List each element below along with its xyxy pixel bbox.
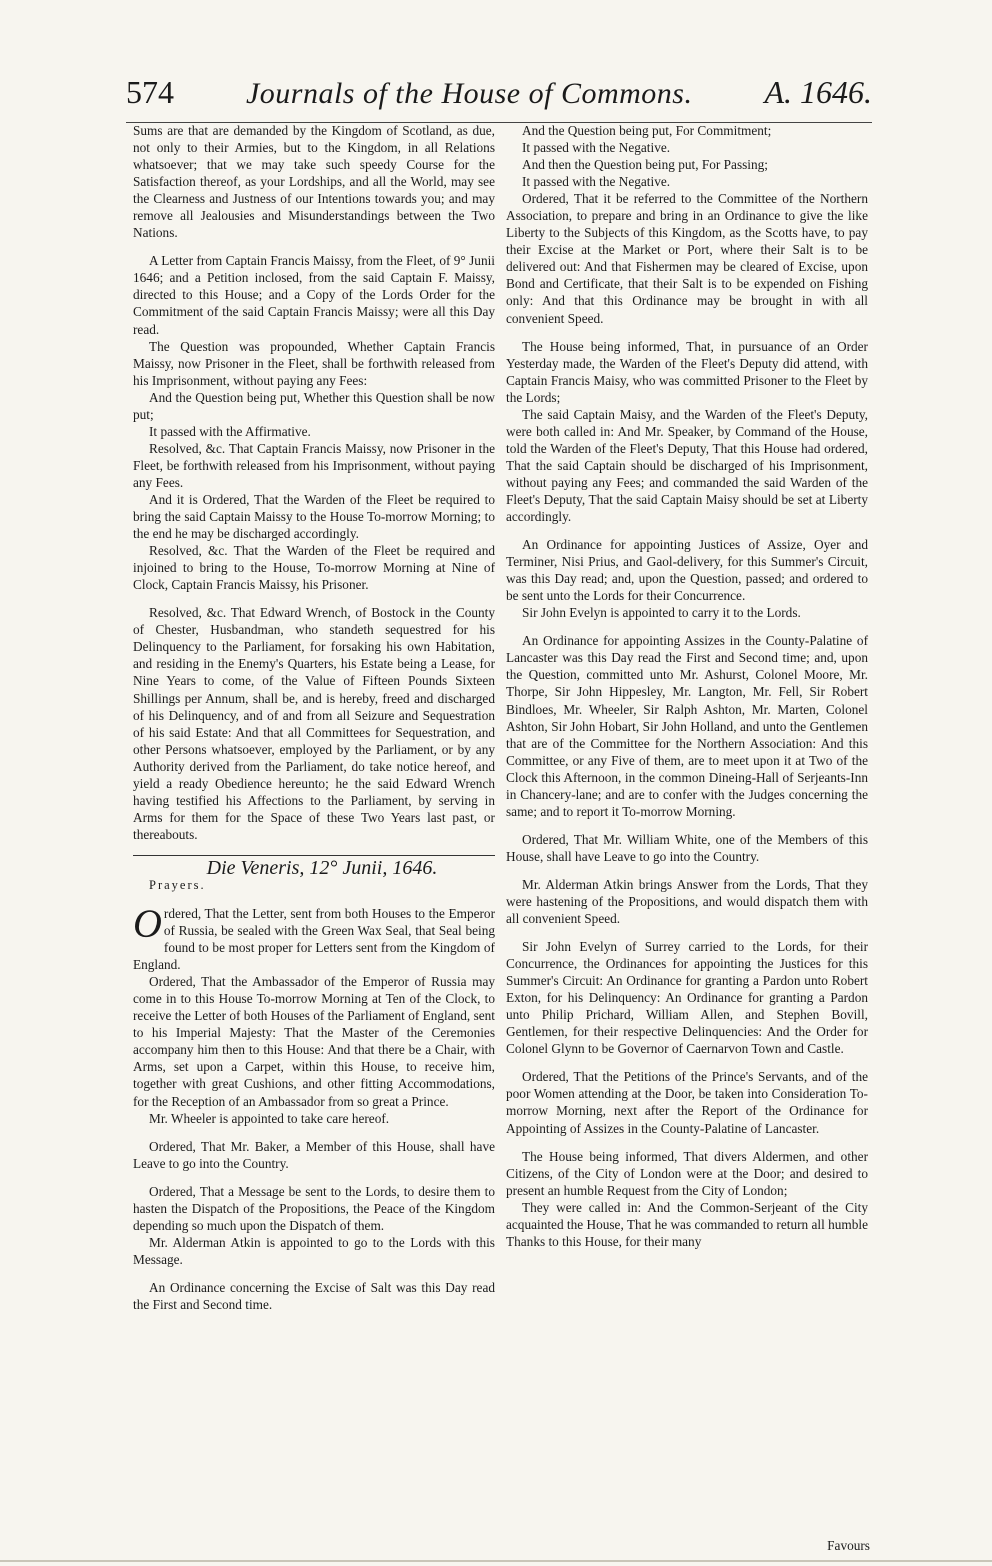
paragraph: An Ordinance concerning the Excise of Salt was this Day read the First and Second time. <box>133 1279 495 1312</box>
paragraph: Resolved, &c. That Edward Wrench, of Bostock in the County of Chester, Husbandman, who standeth sequestred for his Delinquency to the Parliament, for forsaking his own Habitation, and residing in the Enemy's Quarters, his Estate being a Lease, for Nine Years to come, of the Value of Fifteen Pounds Sixteen Shillings per Annum, shall be, and is hereby, freed and discharged of his Delinquency, and of and from all Seizure and Sequestration of his said Estate: And that all Committees for Sequestration, and other Persons whatsoever, employed by the Parliament, or by any Authority derived from the Parliament, do take notice hereof, and yield a ready Obedience hereunto; he the said Edward Wrench having testified his Affections to the Parliament, by serving in Arms for them for the Space of these Two Years last past, or thereabouts. <box>133 605 495 842</box>
drop-cap: O <box>133 901 162 947</box>
paragraph: A Letter from Captain Francis Maissy, from the Fleet, of 9° Junii 1646; and a Petition inclosed, from the said Captain F. Maissy, directed to this House; and a Copy of the Lords Order for the Commitment of the said Captain Francis Maissy; were all this Day read. <box>133 253 495 337</box>
paragraph: Mr. Alderman Atkin is appointed to go to the Lords with this Message. <box>133 1234 495 1267</box>
paragraph: Resolved, &c. That the Warden of the Fleet be required and injoined to bring to the House, To-morrow Morning at Nine of Clock, Captain Francis Maissy, his Prisoner. <box>133 543 495 593</box>
paragraph: The Question was propounded, Whether Captain Francis Maissy, now Prisoner in the Fleet, shall be forthwith released from his Imprisonment, without paying any Fees: <box>133 338 495 388</box>
paragraph: The House being informed, That, in pursuance of an Order Yesterday made, the Warden of the Fleet's Deputy did attend, with Captain Francis Maisy, who was committed Prisoner to the Fleet by the Lords; <box>506 338 868 405</box>
right-column <box>506 122 868 1250</box>
paragraph: Ordered, That Mr. Baker, a Member of this House, shall have Leave to go into the Country. <box>133 1138 495 1171</box>
paragraph: Mr. Alderman Atkin brings Answer from the Lords, That they were hastening of the Propositions, and would dispatch them with all convenient Speed. <box>506 876 868 927</box>
running-title: Journals of the House of Commons. <box>245 77 693 110</box>
prayers-label: Prayers. <box>149 877 206 892</box>
paragraph: They were called in: And the Common-Serjeant of the City acquainted the House, That he was commanded to return all humble Thanks to this House, for their many <box>506 1199 868 1249</box>
catchword: Favours <box>827 1538 870 1553</box>
day-heading: Die Veneris, 12° Junii, 1646. <box>206 856 438 879</box>
paragraph: And the Question being put, Whether this Question shall be now put; <box>133 389 495 422</box>
paragraph: Ordered, That the Ambassador of the Emperor of Russia may come in to this House To-morrow Morning at Ten of the Clock, to receive the Letter of both Houses of the Parliament of England, sent to his Imperial Majesty: That the Master of the Ceremonies accompany him then to this House: And that there be a Chair, with Arms, set upon a Carpet, within this House, to receive him, together with great Cushions, and other fitting Accommodations, for the Reception of an Ambassador from so great a Prince. <box>133 974 495 1109</box>
left-column <box>133 122 495 1313</box>
paragraph: The House being informed, That divers Aldermen, and other Citizens, of the City of London were at the Door; and desired to present an humble Request from the City of London; <box>506 1148 868 1198</box>
paragraph: It passed with the Negative. <box>522 174 671 190</box>
section-divider <box>133 855 495 856</box>
paragraph: Sir John Evelyn of Surrey carried to the Lords, for their Concurrence, the Ordinances for appointing the Justices for this Summer's Circuit: An Ordinance for granting a Pardon unto Robert Exton, for his Delinquency: An Ordinance for granting a Pardon unto Philip Prichard, William Allen, and Stephen Bovill, Gentlemen, for their respective Delinquencies: And the Order for Colonel Glynn to be Governor of Caernarvon Town and Castle. <box>506 939 868 1057</box>
paragraph: An Ordinance for appointing Assizes in the County-Palatine of Lancaster was this Day read the First and Second time; and, upon the Question, committed unto Mr. Ashurst, Colonel Moore, Mr. Thorpe, Sir John Hippesley, Mr. Langton, Mr. Fell, Sir Robert Bindloes, Mr. Wheeler, Sir Ralph Ashton, Mr. Marten, Colonel Ashton, Sir John Hobart, Sir John Holland, and unto the Gentlemen that are of the Committee for the Northern Association: And this Committee, or any Five of them, are to meet upon it at Two of the Clock this Afternoon, in the common Dineing-Hall of Serjeants-Inn in Chancery-lane; and are to confer with the Judges concerning the same; and to report it To-morrow Morning. <box>506 633 868 819</box>
paragraph: The said Captain Maisy, and the Warden of the Fleet's Deputy, were both called in: And Mr. Speaker, by Command of the House, told the Warden of the Fleet's Deputy, That this House had ordered, That the said Captain should be discharged of his Imprisonment, without paying any Fees; and commanded the said Warden of the Fleet's Deputy, That the said Captain Maisy should be set at Liberty accordingly. <box>506 406 868 525</box>
paragraph: Ordered, That it be referred to the Committee of the Northern Association, to prepare and bring in an Ordinance to give the like Liberty to the Subjects of this Kingdom, as the Scotts have, to pay their Excise at the Market or Port, where their Salt is to be delivered out: And that Fishermen may be cleared of Excise, upon Bond and Certificate, that their Salt is to be expended on Fishing only: And that this Ordinance may be brought in with all convenient Speed. <box>506 191 868 326</box>
page-number: 574 <box>126 74 174 110</box>
paragraph: Ordered, That a Message be sent to the Lords, to desire them to hasten the Dispatch of the Propositions, the Peace of the Kingdom depending so much upon the Dispatch of them. <box>133 1183 495 1233</box>
page-header <box>126 74 872 123</box>
paragraph: And it is Ordered, That the Warden of the Fleet be required to bring the said Captain Maissy to the House To-morrow Morning; to the end he may be discharged accordingly. <box>133 491 495 542</box>
paragraph: Sums are that are demanded by the Kingdom of Scotland, as due, not only to their Armies, but to the Kingdom, in all Relations whatsoever; that we may take such speedy Course for the Satisfaction thereof, as your Lordships, and all the World, may see the Clearness and Justness of our Intentions towards you; and may remove all Jealousies and Misunderstandings between the Two Nations. <box>133 123 495 241</box>
paragraph: It passed with the Negative. <box>522 140 671 156</box>
paragraph: It passed with the Affirmative. <box>149 423 311 439</box>
paragraph: Resolved, &c. That Captain Francis Maissy, now Prisoner in the Fleet, be forthwith released from his Imprisonment, without paying any Fees. <box>133 440 495 490</box>
paragraph-text: rdered, That the Letter, sent from both Houses to the Emperor of Russia, be sealed with the Green Wax Seal, that Seal being found to be most proper for Letters sent from the Kingdom of England. <box>133 906 495 973</box>
paragraph: Ordered, That the Petitions of the Prince's Servants, and of the poor Women attending at the Door, be taken into Consideration To-morrow Morning, next after the Report of the Ordinance for Appointing of Assizes in the County-Palatine of Lancaster. <box>506 1069 868 1136</box>
paragraph: Sir John Evelyn is appointed to carry it to the Lords. <box>522 605 801 621</box>
paragraph: Mr. Wheeler is appointed to take care hereof. <box>149 1110 390 1126</box>
paragraph: An Ordinance for appointing Justices of Assize, Oyer and Terminer, Nisi Prius, and Gaol-delivery, for this Summer's Circuit, was this Day read; and, upon the Question, passed; and ordered to be sent unto the Lords for their Concurrence. <box>506 537 868 604</box>
paragraph: And then the Question being put, For Passing; <box>522 157 768 173</box>
paragraph <box>133 901 495 973</box>
paragraph: And the Question being put, For Commitment; <box>522 123 772 138</box>
header-year: A. 1646. <box>764 74 872 110</box>
paragraph: Ordered, That Mr. William White, one of the Members of this House, shall have Leave to go into the Country. <box>506 831 868 864</box>
page-edge <box>0 1560 992 1562</box>
